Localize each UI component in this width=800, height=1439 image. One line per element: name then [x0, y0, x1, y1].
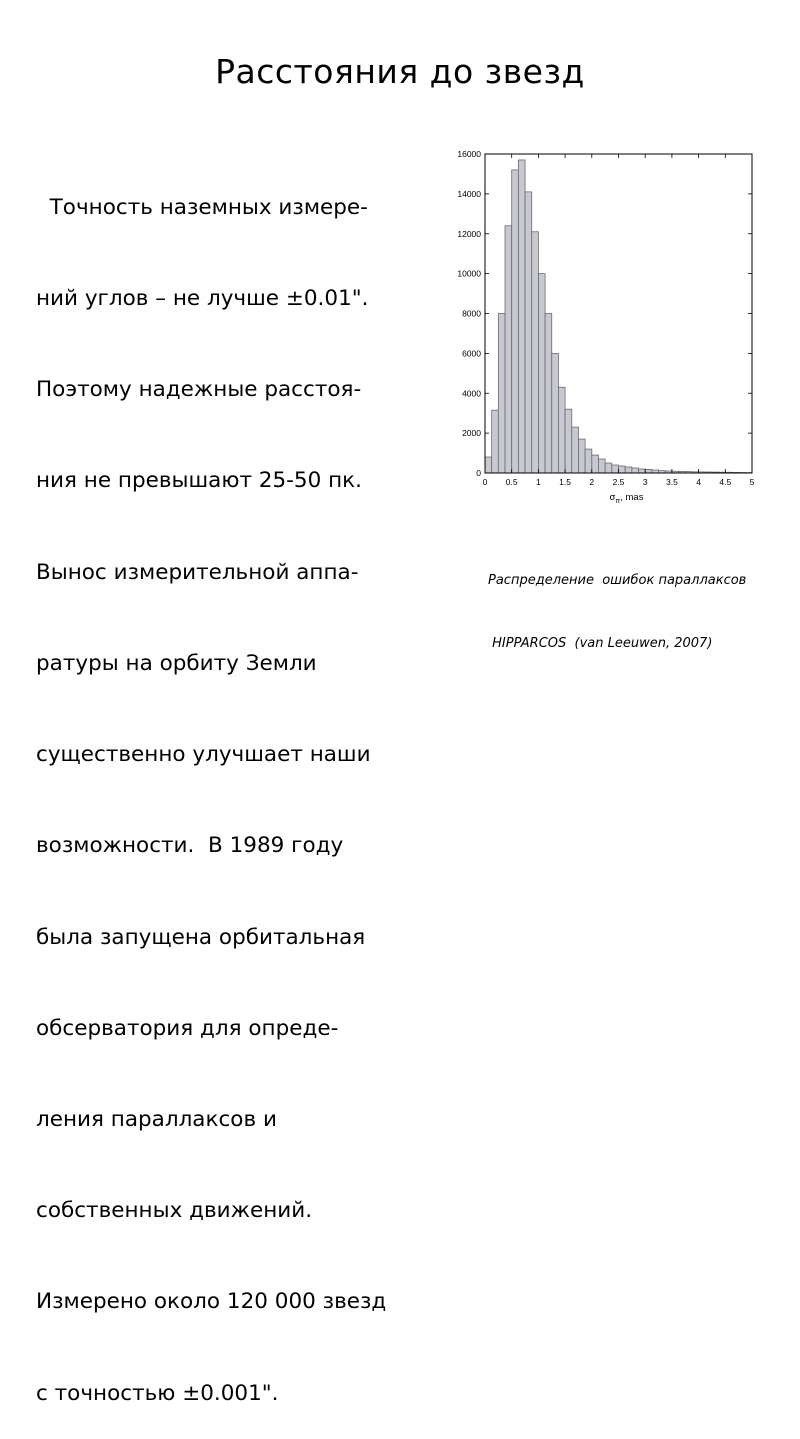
histogram-bar	[619, 466, 626, 473]
x-tick-label: 5	[750, 477, 755, 487]
histogram-bar	[625, 467, 632, 473]
histogram-bar	[492, 410, 499, 473]
body-line: существенно улучшает наши	[36, 740, 446, 770]
histogram-bar	[598, 459, 605, 473]
figure-caption	[488, 528, 788, 675]
body-line: была запущена орбитальная	[36, 923, 446, 953]
histogram-bar	[545, 314, 552, 474]
x-tick-label: 3.5	[666, 477, 678, 487]
x-tick-label: 4.5	[719, 477, 731, 487]
body-line: собственных движений.	[36, 1196, 446, 1226]
body-line: ратуры на орбиту Земли	[36, 649, 446, 679]
x-tick-label: 0	[483, 477, 488, 487]
histogram-bar	[578, 439, 585, 473]
histogram-bar	[505, 226, 512, 473]
body-line: обсерватория для опреде-	[36, 1014, 446, 1044]
x-axis-label: $\sigma_\pi$, mas	[610, 492, 644, 505]
x-tick-label: 0.5	[506, 477, 518, 487]
x-tick-label: 4	[696, 477, 701, 487]
body-text	[36, 132, 446, 1439]
y-tick-label: 8000	[462, 309, 481, 319]
body-line: Точность наземных измере-	[36, 193, 446, 223]
body-line: ний углов – не лучше ±0.01".	[36, 284, 446, 314]
y-tick-label: 12000	[457, 229, 481, 239]
histogram-bar	[632, 468, 639, 473]
histogram-bar	[525, 192, 532, 473]
body-line: с точностью ±0.001".	[36, 1379, 446, 1409]
histogram-bar	[538, 274, 545, 473]
x-tick-label: 1	[536, 477, 541, 487]
histogram-bar	[585, 449, 592, 473]
x-tick-label: 3	[643, 477, 648, 487]
histogram-bar	[592, 455, 599, 473]
y-tick-label: 6000	[462, 348, 481, 358]
body-line: Вынос измерительной аппа-	[36, 558, 446, 588]
y-tick-label: 16000	[457, 149, 481, 159]
slide-title: Расстояния до звезд	[0, 52, 800, 91]
x-tick-label: 2.5	[613, 477, 625, 487]
y-tick-label: 14000	[457, 189, 481, 199]
histogram-bar	[612, 465, 619, 473]
y-tick-label: 0	[476, 468, 481, 478]
body-line: ния не превышают 25-50 пк.	[36, 466, 446, 496]
histogram-bar	[639, 469, 646, 473]
y-tick-label: 10000	[457, 269, 481, 279]
body-line: Измерено около 120 000 звезд	[36, 1287, 446, 1317]
x-tick-label: 2	[589, 477, 594, 487]
plot-area	[457, 149, 754, 505]
caption-line: HIPPARCOS (van Leeuwen, 2007)	[488, 633, 788, 654]
histogram-bar	[485, 457, 492, 473]
histogram-bar	[565, 409, 572, 473]
caption-line: Распределение ошибок параллаксов	[488, 570, 788, 591]
histogram-bar	[645, 469, 652, 473]
y-tick-label: 4000	[462, 388, 481, 398]
histogram-bar	[572, 427, 579, 473]
histogram-bar	[518, 160, 525, 473]
body-line: возможности. В 1989 году	[36, 831, 446, 861]
x-tick-label: 1.5	[559, 477, 571, 487]
histogram-bar	[552, 353, 559, 473]
parallax-error-histogram	[438, 140, 768, 512]
body-line: ления параллаксов и	[36, 1105, 446, 1135]
y-tick-label: 2000	[462, 428, 481, 438]
histogram-bar	[498, 314, 505, 474]
histogram-bar	[558, 387, 565, 473]
body-line: Поэтому надежные расстоя-	[36, 375, 446, 405]
histogram-bar	[512, 170, 519, 473]
histogram-bar	[532, 232, 539, 473]
histogram-bar	[605, 463, 612, 473]
